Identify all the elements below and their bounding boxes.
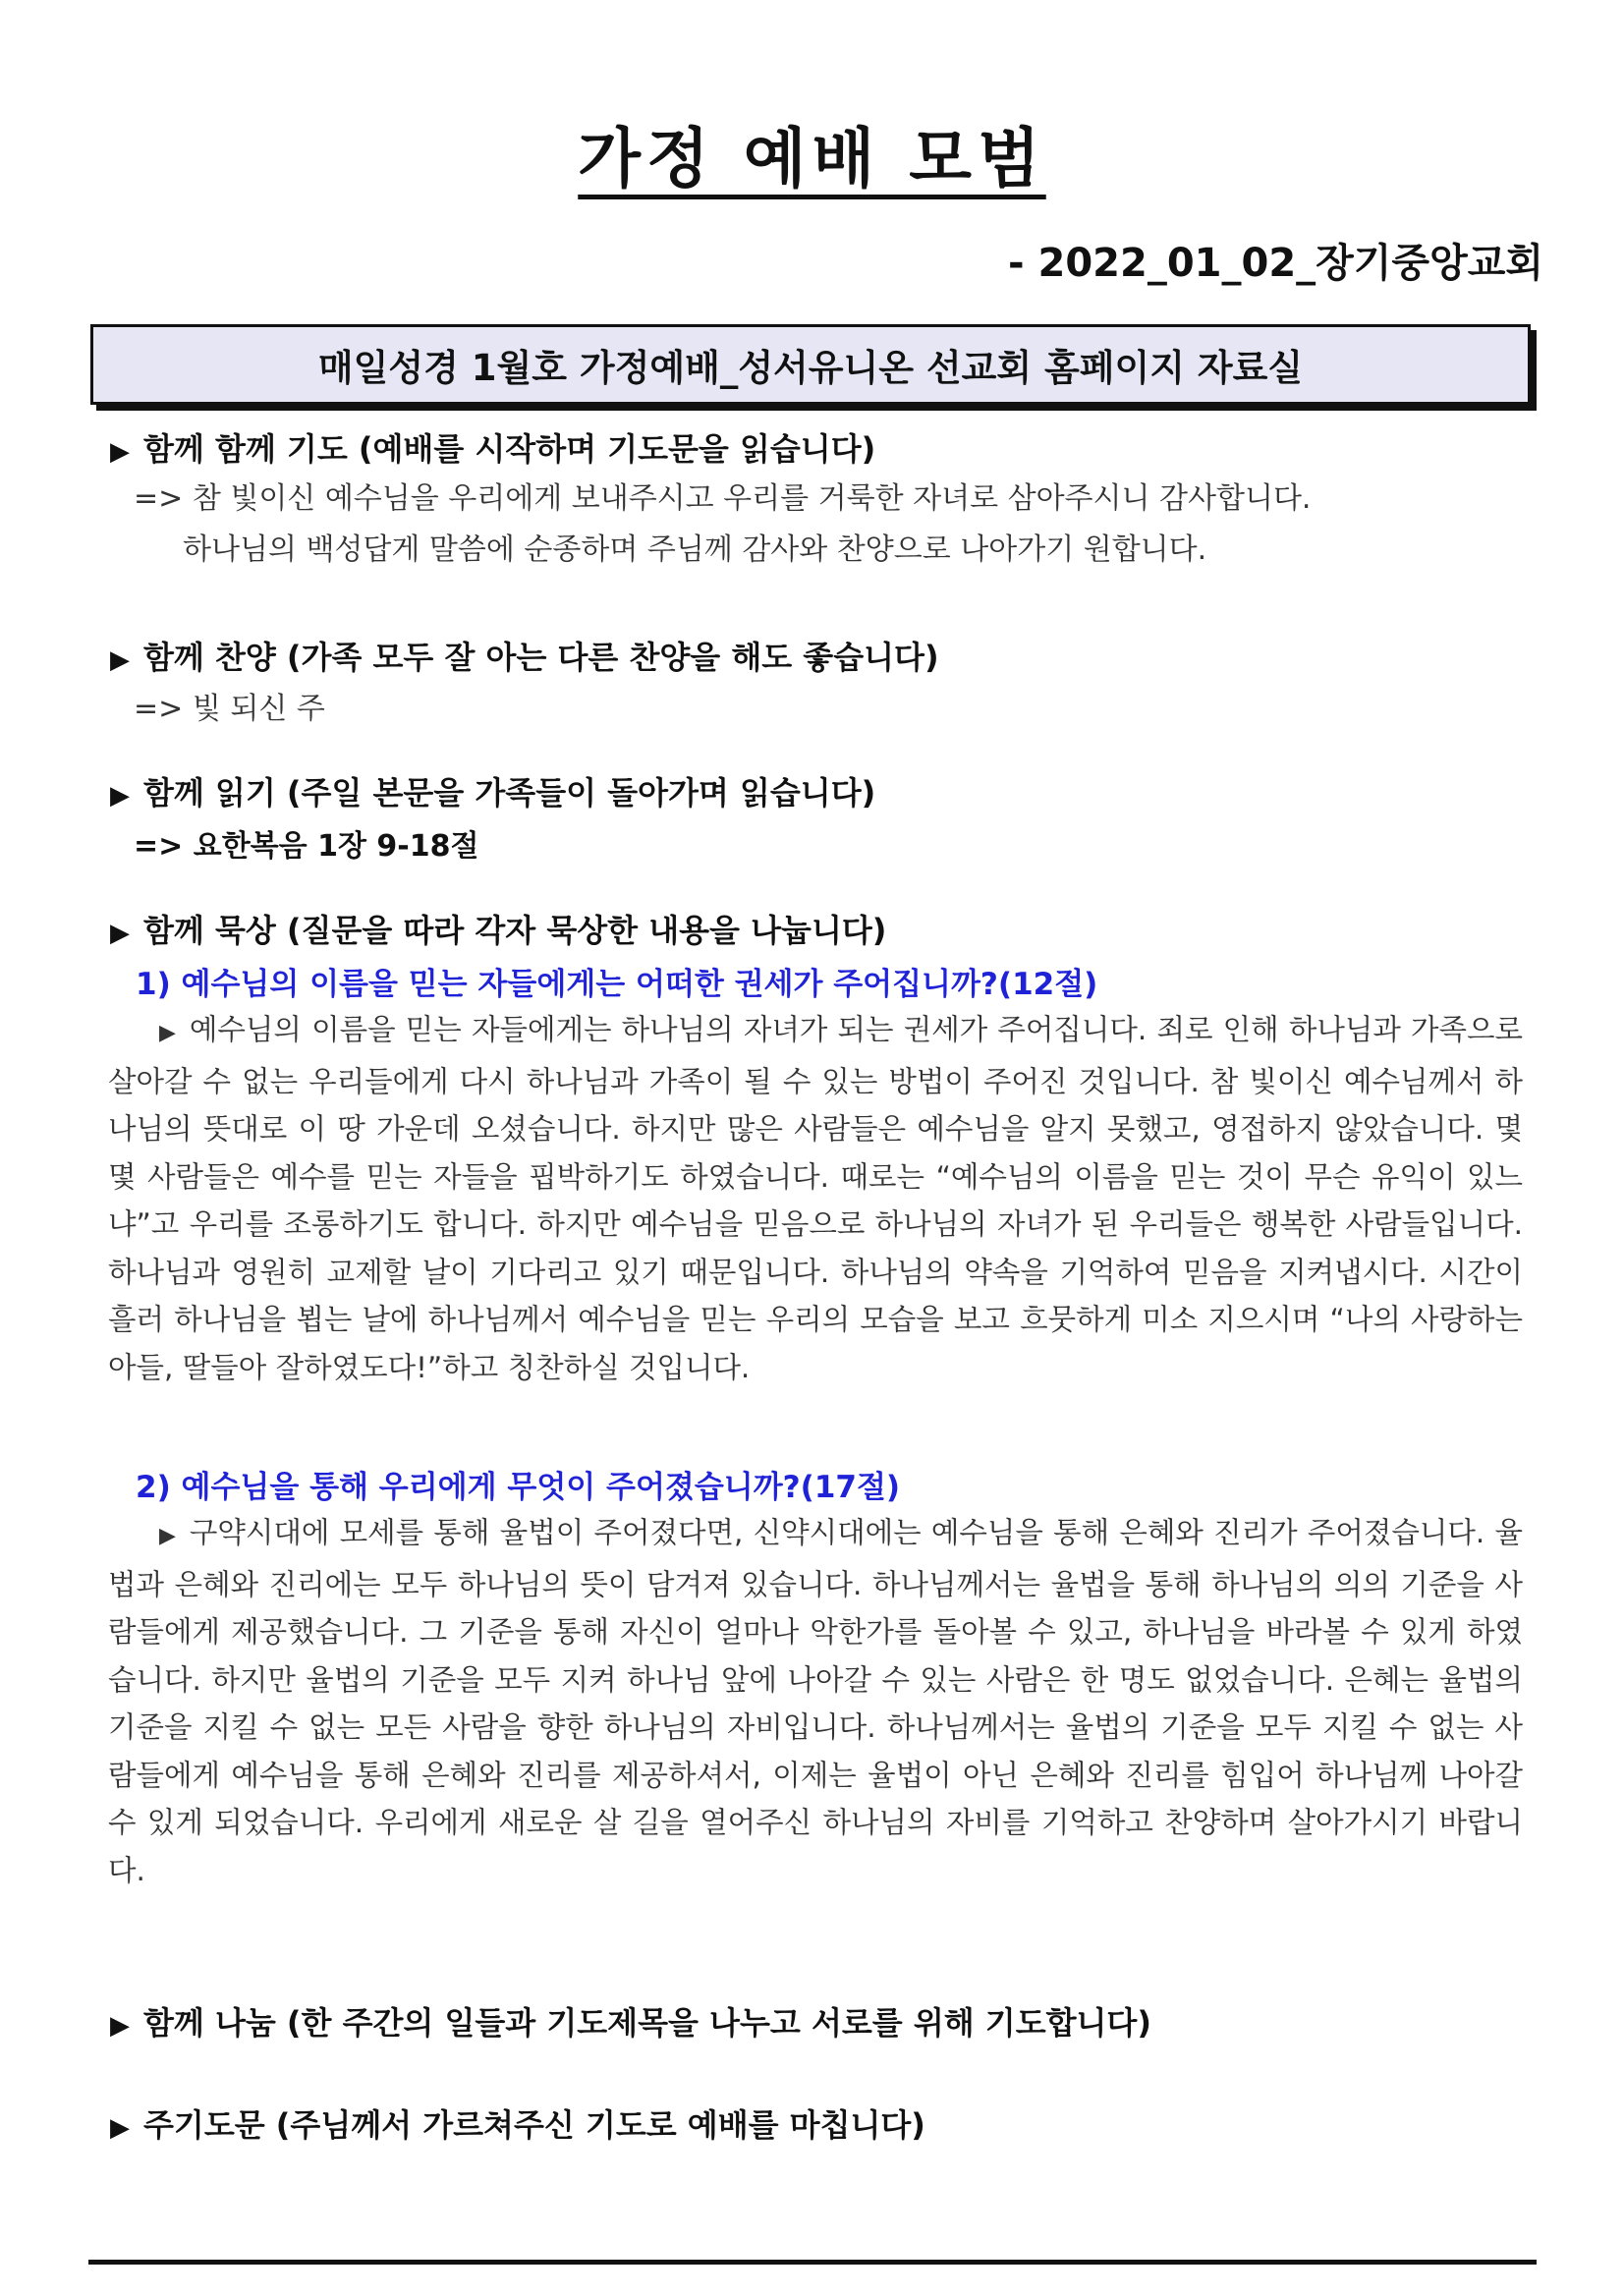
reading-passage: 요한복음 1장 9-18절 — [193, 829, 479, 864]
arrow-marker: => — [134, 692, 184, 726]
praise-heading-text: 함께 찬양 (가족 모두 잘 아는 다른 찬양을 해도 좋습니다) — [143, 639, 939, 676]
bullet-triangle-icon: ▶ — [159, 1021, 176, 1045]
prayer-heading-text: 함께 함께 기도 (예배를 시작하며 기도문을 읽습니다) — [143, 430, 876, 468]
prayer-line-1-text: 참 빛이신 예수님을 우리에게 보내주시고 우리를 거룩한 자녀로 삼아주시니 감사합니다. — [192, 481, 1312, 516]
praise-line — [134, 684, 325, 727]
question-2: 2) 예수님을 통해 우리에게 무엇이 주어졌습니까?(17절) — [136, 1470, 901, 1505]
praise-song-title: 빛 되신 주 — [192, 692, 325, 726]
bullet-triangle-icon: ▶ — [110, 2113, 130, 2143]
section-praise-heading — [110, 633, 939, 678]
answer-1 — [108, 1006, 1523, 1391]
source-banner-text: 매일성경 1월호 가정예배_성서유니온 선교회 홈페이지 자료실 — [317, 347, 1304, 389]
section-lords-prayer-heading — [110, 2100, 925, 2146]
prayer-line-2: 하나님의 백성답게 말씀에 순종하며 주님께 감사와 찬양으로 나아가기 원합니다. — [183, 532, 1207, 567]
sharing-heading-text: 함께 나눔 (한 주간의 일들과 기도제목을 나누고 서로를 위해 기도합니다) — [143, 2004, 1151, 2042]
meditation-heading-text: 함께 묵상 (질문을 따라 각자 묵상한 내용을 나눕니다) — [143, 912, 887, 949]
arrow-marker: => — [134, 481, 184, 516]
bullet-triangle-icon: ▶ — [110, 2011, 130, 2041]
bullet-triangle-icon: ▶ — [110, 781, 130, 811]
bullet-triangle-icon: ▶ — [110, 645, 130, 675]
bottom-divider — [88, 2260, 1537, 2265]
answer-2-text: 구약시대에 모세를 통해 율법이 주어졌다면, 신약시대에는 예수님을 통해 은혜와 진리가 주어졌습니다. 율법과 은혜와 진리에는 모두 하나님의 뜻이 담겨져 있습니다. 하나님께서는 율법을 통해 하나님의 의의 기준을 사람들에게 제공했습니다. 그 기준을 통해 자신이 얼마나 악한가를 돌아볼 수 있고, 하나님을 바라볼 수 있게 하였습니다. 하지만 율법의 기준을 모두 지켜 하나님 앞에 나아갈 수 있는 사람은 한 명도 없었습니다. 은혜는 율법의 기준을 지킬 수 없는 모든 사람을 향한 하나님의 자비입니다. 하나님께서는 율법의 기준을 모두 지킬 수 없는 사람들에게 예수님을 통해 은혜와 진리를 제공하셔서, 이제는 율법이 아닌 은혜와 진리를 힘입어 하나님께 나아갈 수 있게 되었습니다. 우리에게 새로운 살 길을 열어주신 하나님의 자비를 기억하고 찬양하며 살아가시기 바랍니다. — [108, 1516, 1523, 1887]
lords-prayer-heading-text: 주기도문 (주님께서 가르쳐주신 기도로 예배를 마칩니다) — [143, 2106, 925, 2144]
section-meditation-heading — [110, 906, 886, 951]
bullet-triangle-icon: ▶ — [110, 437, 130, 467]
bullet-triangle-icon: ▶ — [110, 919, 130, 948]
bullet-triangle-icon: ▶ — [159, 1524, 176, 1548]
answer-2 — [108, 1509, 1523, 1894]
section-reading-heading — [110, 768, 875, 813]
section-sharing-heading — [110, 1998, 1151, 2044]
arrow-marker: => — [134, 829, 184, 864]
reading-line — [134, 821, 478, 865]
document-title-wrap — [0, 106, 1624, 199]
answer-1-text: 예수님의 이름을 믿는 자들에게는 하나님의 자녀가 되는 권세가 주어집니다. 죄로 인해 하나님과 가족으로 살아갈 수 없는 우리들에게 다시 하나님과 가족이 될 수 있는 방법이 주어진 것입니다. 참 빛이신 예수님께서 하나님의 뜻대로 이 땅 가운데 오셨습니다. 하지만 많은 사람들은 예수님을 알지 못했고, 영접하지 않았습니다. 몇몇 사람들은 예수를 믿는 자들을 핍박하기도 하였습니다. 때로는 “예수님의 이름을 믿는 것이 무슨 유익이 있느냐”고 우리를 조롱하기도 합니다. 하지만 예수님을 믿음으로 하나님의 자녀가 된 우리들은 행복한 사람들입니다. 하나님과 영원히 교제할 날이 기다리고 있기 때문입니다. 하나님의 약속을 기억하여 믿음을 지켜냅시다. 시간이 흘러 하나님을 뵙는 날에 하나님께서 예수님을 믿는 우리의 모습을 보고 흐뭇하게 미소 지으시며 “나의 사랑하는 아들, 딸들아 잘하였도다!”하고 칭찬하실 것입니다. — [108, 1013, 1523, 1384]
source-banner — [90, 324, 1531, 405]
date-church-line: - 2022_01_02_장기중앙교회 — [1007, 241, 1543, 286]
section-prayer-heading — [110, 424, 875, 470]
document-title: 가정 예배 모범 — [578, 121, 1046, 196]
prayer-line-1 — [134, 474, 1311, 517]
reading-heading-text: 함께 읽기 (주일 본문을 가족들이 돌아가며 읽습니다) — [143, 774, 876, 812]
question-1: 1) 예수님의 이름을 믿는 자들에게는 어떠한 권세가 주어집니까?(12절) — [136, 967, 1098, 1002]
